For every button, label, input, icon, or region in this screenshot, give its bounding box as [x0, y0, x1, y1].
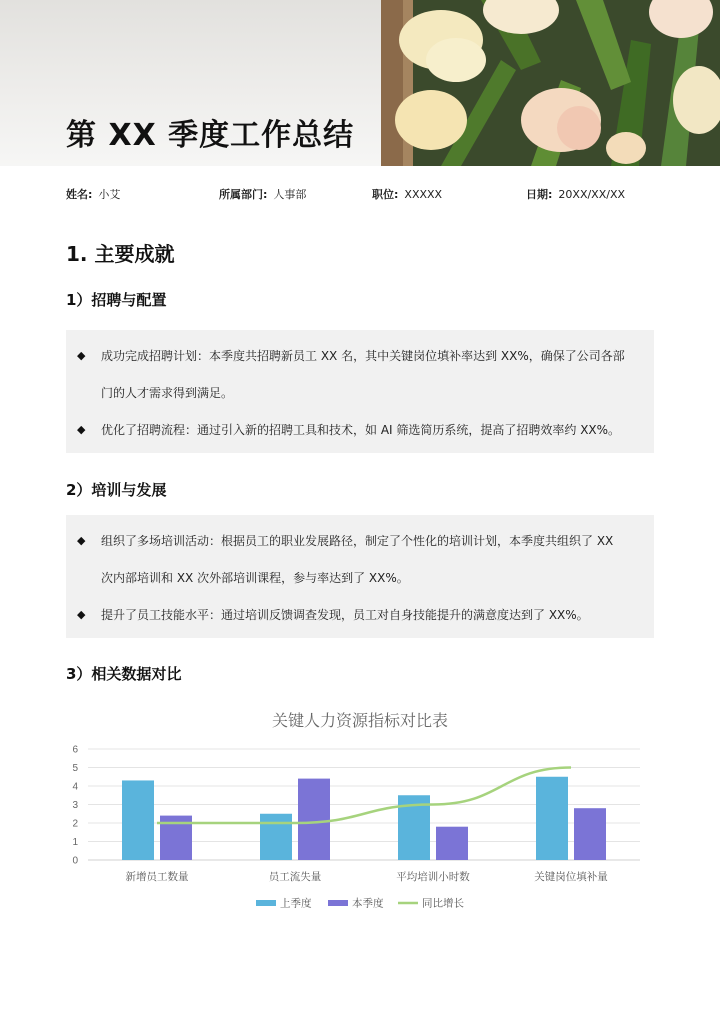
hr-metrics-chart [66, 700, 654, 920]
y-tick-label: 2 [72, 818, 78, 830]
subheading-training: 2）培训与发展 [66, 481, 167, 499]
meta-department-label: 所属部门: [219, 188, 268, 201]
meta-position [372, 186, 442, 202]
header-banner [0, 0, 720, 166]
legend-label: 上季度 [280, 897, 312, 910]
y-tick-label: 3 [72, 800, 78, 811]
y-tick-label: 1 [72, 837, 78, 848]
diamond-bullet-icon: ◆ [77, 423, 86, 436]
meta-position-value: XXXXX [404, 188, 443, 201]
legend-label: 同比增长 [422, 897, 464, 910]
bar-last-quarter [122, 780, 154, 860]
bar-this-quarter [298, 779, 330, 860]
diamond-bullet-icon: ◆ [77, 349, 86, 362]
bullet-text: 优化了招聘流程：通过引入新的招聘工具和技术，如 AI 筛选简历系统，提高了招聘效率约 XX%。 [101, 423, 621, 437]
y-tick-label: 5 [72, 763, 78, 774]
diamond-bullet-icon: ◆ [77, 534, 86, 547]
y-tick-label: 0 [72, 855, 78, 867]
tulip-photo [381, 0, 720, 166]
meta-name [66, 186, 120, 202]
subheading-data-comparison: 3）相关数据对比 [66, 665, 182, 683]
series-line-yoy-growth [157, 768, 571, 824]
legend-swatch [328, 900, 348, 906]
meta-date-value: 20XX/XX/XX [558, 188, 626, 201]
bar-this-quarter [574, 808, 606, 860]
meta-department-value: 人事部 [273, 188, 307, 201]
meta-date [526, 186, 625, 202]
diamond-bullet-icon: ◆ [77, 608, 86, 621]
meta-name-value: 小艾 [98, 188, 121, 201]
bar-this-quarter [436, 827, 468, 860]
bullet-text: 组织了多场培训活动：根据员工的职业发展路径，制定了个性化的培训计划，本季度共组织了 XX [101, 534, 614, 548]
bullet-text: 提升了员工技能水平：通过培训反馈调查发现，员工对自身技能提升的满意度达到了 XX%。 [101, 608, 589, 622]
bar-last-quarter [260, 814, 292, 860]
recruitment-box [66, 330, 654, 453]
x-tick-label: 平均培训小时数 [396, 871, 470, 883]
y-tick-label: 4 [72, 781, 78, 793]
legend-label: 本季度 [352, 897, 384, 910]
training-box [66, 515, 654, 638]
page-title: 第 XX 季度工作总结 [66, 118, 355, 153]
x-tick-label: 新增员工数量 [125, 871, 189, 883]
legend-swatch [256, 900, 276, 906]
bullet-text: 次内部培训和 XX 次外部培训课程，参与率达到了 XX%。 [101, 571, 409, 585]
meta-name-label: 姓名: [66, 188, 93, 201]
meta-department [219, 186, 306, 202]
y-tick-label: 6 [72, 744, 78, 756]
meta-date-label: 日期: [526, 188, 553, 201]
section-heading-achievements: 1. 主要成就 [66, 242, 175, 266]
bullet-text: 成功完成招聘计划：本季度共招聘新员工 XX 名，其中关键岗位填补率达到 XX%，确保了公司各部 [101, 349, 625, 363]
x-tick-label: 员工流失量 [268, 871, 322, 883]
x-tick-label: 关键岗位填补量 [534, 871, 608, 883]
meta-position-label: 职位: [372, 188, 399, 201]
chart-title: 关键人力资源指标对比表 [271, 713, 449, 730]
bar-last-quarter [536, 777, 568, 860]
bullet-text: 门的人才需求得到满足。 [101, 386, 234, 400]
subheading-recruitment: 1）招聘与配置 [66, 291, 167, 309]
